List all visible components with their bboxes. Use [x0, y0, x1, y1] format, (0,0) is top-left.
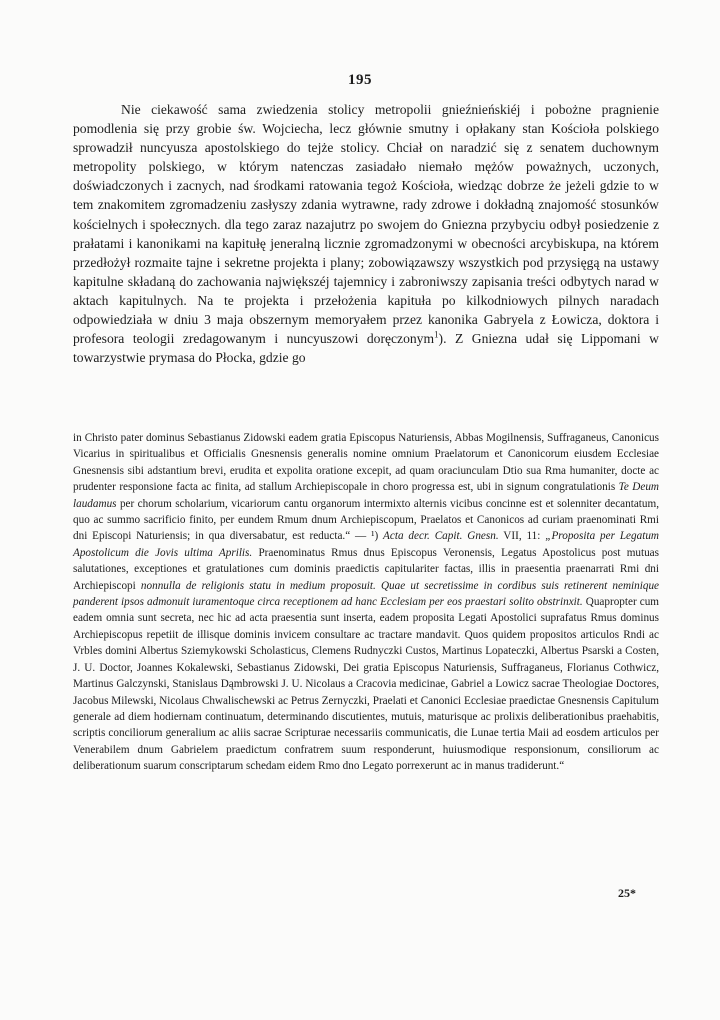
page-number: 195: [348, 72, 372, 88]
printer-signature-mark: 25*: [618, 886, 636, 900]
footnote-italic-te-deum: Te Deum laudamus: [73, 481, 659, 510]
footnote-italic-acta: Acta decr. Capit. Gnesn.: [383, 530, 499, 543]
footnote-block: [73, 430, 659, 775]
footnote-text-a: in Christo pater dominus Sebastianus Zidowski eadem gratia Episcopus Naturiensis, Abbas Mogilnensis, Suffraganeus, Canonicus Vicarius in spiritualibus et Officialis Gnesnensis generalis nomine omnium Praelatorum et Canonicorum eiusdem Ecclesiae Gnesnensis sibi adstantium brevi, erudita et expolita oratione excepit, ad quam oraciunculam Dtio sua Rma humaniter, docte ac prudenter responsione facta ac finita, ad stallum Archiepiscopale in choro progressa est, ubi in signum congratulationis: [73, 432, 659, 494]
footnote-text-e: VII, 11:: [503, 530, 541, 543]
footnote-italic-proposita: „Proposita per Legatum Apostolicum die Jovis ultima Aprilis.: [73, 530, 659, 559]
main-text-part-2: ). Z Gniezna udał się Lippomani w towarzystwie prymasa do Płocka, gdzie go: [73, 331, 659, 366]
footnote-text-c: per chorum scholarium, vicariorum cantu organorum intermixto alternis vicibus concinne est et solenniter decantatum, quo ac summo sacrificio finito, per eundem Rmum dnum Archiepiscopum, Praelatos et Canonicos ad curiam praenominati Rmi dni Episcopi Naturiensis; in qua diversabatur, est reducta.“ — ¹): [73, 497, 659, 543]
footnote-text-g: Praenominatus Rmus dnus Episcopus Veronensis, Legatus Apostolicus post mutuas salutationes, exceptiones et gratulationes cum dominis praedictis capitulariter factas, illis in praesentia praenarrati Rmi dni Archiepiscopi: [73, 546, 660, 592]
footnote-paragraph: [73, 430, 659, 775]
footnote-text-i: Quapropter cum eadem omnia sunt secreta, nec hic ad acta praesentia sunt inserta, eadem proposita Legati Apostolici suprafatus Rmus dominus Archiepiscopus repetiit de illisque dominis invicem consultare ac tractare mandavit. Quos quidem propositos articulos Rndi ac Vrbles domini Albertus Sziemykowski Scholasticus, Clemens Rudnyczki Custos, Martinus Lopateczki, Albertus Psarski a Costen, J. U. Doctor, Joannes Kokalewski, Sebastianus Zidowski, Dei gratia Episcopus Naturiensis, Suffraganeus, Florianus Cothwicz, Martinus Galczynski, Stanislaus Dąmbrowski J. U. Nicolaus a Cracovia medicinae, Gabriel a Lowicz sacrae Theologiae Doctores, Jacobus Milewski, Nicolaus Chwalischewski ac Petrus Zernyczki, Praelati et Canonici Ecclesiae praedictae Gnesnensis Capitulum generale ad diem hodiernam continuatum, determinando discutientes, mutuis, maturisque ac prolixis deliberationibus praehabitis, scriptis conciliorum generalium ac aliis sacrae Scripturae necessariis communicatis, die Lunae tertia Maii ad eosdem articulos per Venerabilem dnum Gabrielem praedictum confratrem suum responderunt, huiusmodique responsionum, consiliorum ac deliberationum suarum conscriptarum schedam eidem Rmo dno Legato porrexerunt ac in manus tradiderunt.“: [73, 596, 659, 773]
footnote-italic-nonnulla: nonnulla de religionis statu in medium proposuit. Quae ut secretissime in cordibus suis retinerent neminique panderent ipsos admonuit iuramentoque circa receptionem ad hanc Ecclesiam per eos praestari solito obstrinxit.: [73, 579, 659, 609]
main-paragraph: [73, 100, 659, 367]
main-text: [73, 100, 659, 367]
footnote-reference: 1: [434, 329, 439, 340]
main-text-part-1: Nie ciekawość sama zwiedzenia stolicy metropolii gnieźnieńskiéj i pobożne pragnienie pomodlenia się przy grobie św. Wojciecha, lecz głównie smutny i opłakany stan Kościoła polskiego sprowadził nuncyusza apostolskiego do tejże stolicy. Chciał on naradzić się z senatem duchownym metropolity polskiego, w którym natenczas zasiadało niemało mężów poważnych, uczonych, doświadczonych i zacnych, nad środkami ratowania tegoż Kościoła, wiedząc dobrze że jeżeli gdzie to w tem znakomitem zgromadzeniu zasłyszy zdania wytrawne, rady zdrowe i dokładną znajomość stosunków kościelnych i społecznych. dla tego zaraz nazajutrz po swojem do Gniezna przybyciu odbył posiedzenie z prałatami i kanonikami na kapitułę jeneralną licznie zgromadzonymi w obecności arcybiskupa, na którem przedłożył rozmaite tajne i sekretne projekta i plany; zobowiązawszy wszystkich pod przysięgą na ustawy kapitulne składaną do zachowania największéj tajemnicy i zabroniwszy zapisania treści odbytych narad w aktach kapitulnych. Na te projekta i przełożenia kapituła po kilkodniowych pilnych naradach odpowiedziała w dniu 3 maja obszernym memoryałem przez kanonika Gabryela z Łowicza, doktora i profesora teologii zredagowanym i nuncyuszowi doręczonym: [73, 102, 659, 347]
